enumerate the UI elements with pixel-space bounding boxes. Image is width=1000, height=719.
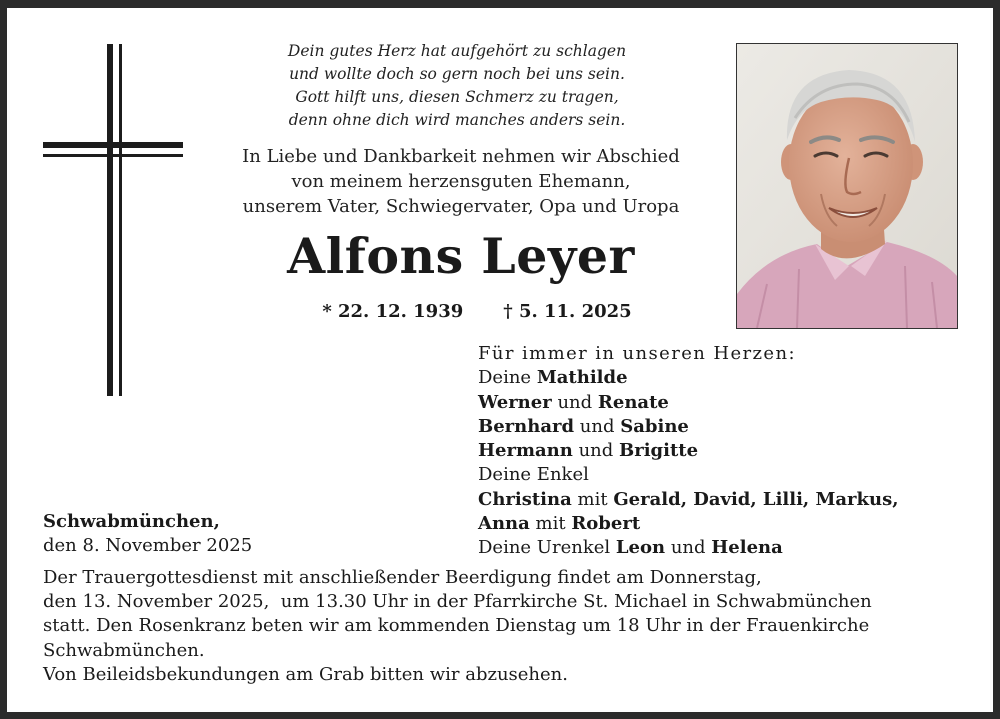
intro-line: unserem Vater, Schwiegervater, Opa und Uropa <box>242 196 680 217</box>
family-header: Für immer in unseren Herzen: <box>478 343 796 364</box>
notice-line: Schwabmünchen. <box>43 639 205 661</box>
notice-line: den 13. November 2025, um 13.30 Uhr in der Pfarrkirche St. Michael in Schwabmünchen <box>43 591 872 613</box>
family-member: Mathilde <box>536 367 628 389</box>
family-member: Leon <box>615 537 666 559</box>
family-member: Anna <box>478 513 530 535</box>
family-member: Bernhard <box>478 415 575 437</box>
family-member: Helena <box>711 537 783 559</box>
place-date: den 8. November 2025 <box>43 535 253 557</box>
intro-line: von meinem herzensguten Ehemann, <box>291 171 631 192</box>
cross-icon <box>43 44 183 396</box>
place-city: Schwabmünchen, <box>43 511 220 532</box>
portrait-photo <box>736 43 958 329</box>
portrait-illustration <box>737 44 957 328</box>
family-line <box>478 439 978 463</box>
notice-line: statt. Den Rosenkranz beten wir am kommenden Dienstag um 18 Uhr in der Frauenkirche <box>43 615 870 637</box>
family-line <box>478 391 978 415</box>
family-text: Deine <box>478 367 532 389</box>
intro-line: In Liebe und Dankbarkeit nehmen wir Abschied <box>242 146 680 167</box>
poem <box>187 40 727 132</box>
place-and-date <box>43 510 303 559</box>
family-text: mit <box>577 488 608 510</box>
poem-line: Dein gutes Herz hat aufgehört zu schlagen <box>287 42 627 60</box>
family-text: Deine Urenkel <box>478 537 611 559</box>
family-line <box>478 366 978 390</box>
family-member: Werner <box>478 391 552 413</box>
intro-text <box>187 144 735 219</box>
family-member: Robert <box>571 513 641 535</box>
family-text: und <box>578 440 614 462</box>
family-text: mit <box>535 513 566 535</box>
family-member: Brigitte <box>619 440 699 462</box>
funeral-notice <box>43 566 973 687</box>
family-line <box>478 536 978 560</box>
family-line <box>478 488 978 512</box>
poem-line: Gott hilft uns, diesen Schmerz zu tragen, <box>295 88 619 106</box>
notice-line: Der Trauergottesdienst mit anschließender Beerdigung findet am Donnerstag, <box>43 567 762 588</box>
family-member: Renate <box>597 391 669 413</box>
family-text: und <box>670 537 706 559</box>
family-line <box>478 463 978 487</box>
family-text: und <box>579 415 615 437</box>
family-member: Christina <box>478 488 572 510</box>
family-text: und <box>557 391 593 413</box>
family-member: Gerald, David, Lilli, Markus, <box>613 488 899 510</box>
deceased-name: Alfons Leyer <box>287 227 635 285</box>
family-member: Hermann <box>478 440 573 462</box>
family-text: Deine Enkel <box>478 464 589 486</box>
death-date: † 5. 11. 2025 <box>503 301 632 322</box>
poem-line: denn ohne dich wird manches anders sein. <box>288 111 626 129</box>
family-line <box>478 512 978 536</box>
notice-line: Von Beileidsbekundungen am Grab bitten wir abzusehen. <box>43 663 568 685</box>
poem-line: und wollte doch so gern noch bei uns sein. <box>289 65 625 83</box>
family-member: Sabine <box>620 415 689 437</box>
life-dates <box>307 300 647 324</box>
birth-date: * 22. 12. 1939 <box>322 301 464 322</box>
family-list <box>478 342 978 561</box>
family-line <box>478 415 978 439</box>
